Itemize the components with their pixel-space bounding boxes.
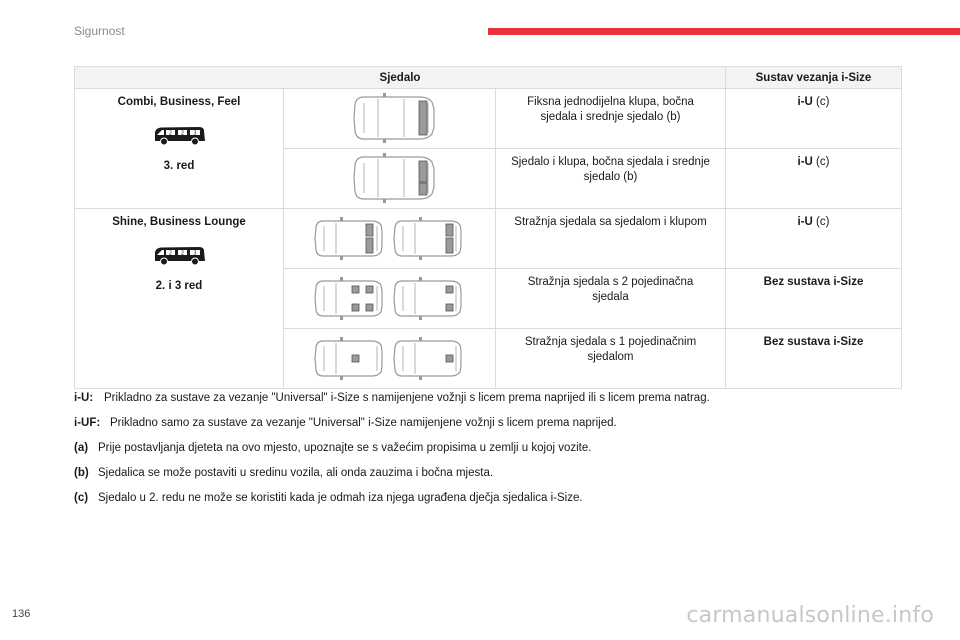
van-side-icon: [151, 124, 207, 146]
note-a: (a) Prije postavljanja djeteta na ovo mjesto, upoznajte se s važećim propisima u zemlji u kojoj vozite.: [74, 442, 592, 454]
table-header-row: [75, 67, 902, 89]
version-cell: [75, 209, 284, 389]
system-cell: i-U (c): [726, 149, 902, 209]
system-cell: Bez sustava i-Size: [726, 269, 902, 329]
note-i-uf: i-UF: Prikladno samo za sustave za vezanje "Universal" i-Size namijenjene vožnji s licem prema naprijed.: [74, 417, 617, 429]
seat-diagram-cell: [284, 329, 496, 389]
isize-seat-table: [74, 66, 902, 389]
seat-diagram-cell: [284, 149, 496, 209]
seat-diagram-cell: [284, 89, 496, 149]
note-b: (b) Sjedalica se može postaviti u sredinu vozila, ali onda zauzima i bočna mjesta.: [74, 467, 494, 479]
svg-text:2: 2: [168, 250, 173, 257]
vans-one-individual-seat-icon: [284, 329, 495, 388]
vans-seat-and-bench-icon: [284, 209, 495, 268]
svg-text:2: 2: [168, 130, 173, 137]
van-rear-split-bench-icon: [284, 149, 495, 208]
section-title: Sigurnost: [74, 24, 125, 38]
header-accent-bar: [488, 28, 960, 35]
svg-text:3: 3: [193, 250, 197, 257]
header-system: Sustav vezanja i-Size: [726, 67, 902, 89]
van-side-icon: [151, 244, 207, 266]
svg-text:2: 2: [180, 250, 185, 257]
van-rear-bench-icon: [284, 89, 495, 148]
table-row: [75, 209, 902, 269]
vans-two-individual-seats-icon: [284, 269, 495, 328]
seat-description: Stražnja sjedala s 1 pojedinačnim sjedalom: [496, 329, 726, 389]
seat-description: Stražnja sjedala s 2 pojedinačna sjedala: [496, 269, 726, 329]
version-name: Combi, Business, Feel: [117, 96, 241, 108]
row-label: 3. red: [163, 160, 195, 172]
row-label: 2. i 3 red: [155, 280, 203, 292]
note-i-u: i-U: Prikladno za sustave za vezanje "Universal" i-Size s namijenjene vožnji s licem prema naprijed ili s licem prema natrag.: [74, 392, 710, 404]
version-cell: [75, 89, 284, 209]
seat-description: Sjedalo i klupa, bočna sjedala i srednje sjedalo (b): [496, 149, 726, 209]
watermark: carmanualsonline.info: [686, 603, 934, 628]
system-cell: Bez sustava i-Size: [726, 329, 902, 389]
seat-diagram-cell: [284, 269, 496, 329]
note-c: (c) Sjedalo u 2. redu ne može se koristiti kada je odmah iza njega ugrađena dječja sjedalica i-Size.: [74, 492, 583, 504]
seat-description: Stražnja sjedala sa sjedalom i klupom: [496, 209, 726, 269]
version-name: Shine, Business Lounge: [112, 216, 246, 228]
svg-text:3: 3: [193, 130, 197, 137]
system-cell: i-U (c): [726, 209, 902, 269]
seat-diagram-cell: [284, 209, 496, 269]
seat-description: Fiksna jednodijelna klupa, bočna sjedala i srednje sjedalo (b): [496, 89, 726, 149]
svg-text:2: 2: [180, 130, 185, 137]
system-cell: i-U (c): [726, 89, 902, 149]
header-seat: Sjedalo: [75, 67, 726, 89]
table-row: [75, 89, 902, 149]
page-number: 136: [12, 608, 31, 620]
